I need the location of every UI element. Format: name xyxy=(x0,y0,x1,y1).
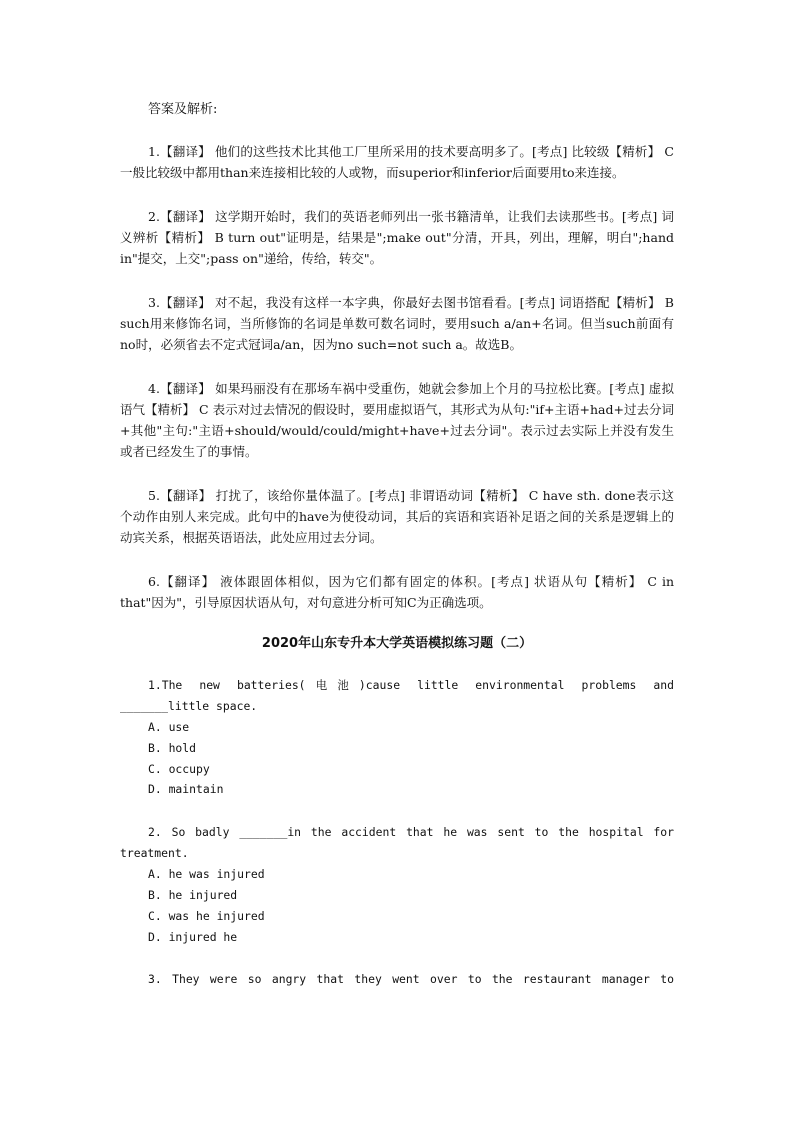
answer-explanation: 6.【翻译】 液体跟固体相似，因为它们都有固定的体积。[考点] 状语从句【精析】 C in that"因为"，引导原因状语从句，对句意进分析可知C为正确选项。 xyxy=(120,574,678,610)
answer-option: A. he was injured xyxy=(148,867,265,882)
answer-explanation: 4.【翻译】 如果玛丽没有在那场车祸中受重伤，她就会参加上个月的马拉松比赛。[考点] 虚拟语气【精析】 C 表示对过去情况的假设时，要用虚拟语气，其形式为从句:"if+主语+had+过去分词+其他"主句:"主语+should/would/could/might+have+过去分词"。表示过去实际上并没有发生或者已经发生了的事情。 xyxy=(120,381,674,459)
answer-explanation: 3.【翻译】 对不起，我没有这样一本字典，你最好去图书馆看看。[考点] 词语搭配【精析】 B such用来修饰名词，当所修饰的名词是单数可数名词时，要用such a/an+名词。但当such前面有no时，必须省去不定式冠词a/an，因为no such=not such a。故选B。 xyxy=(120,295,678,352)
question-stem: 3. They were so angry that they went over to the restaurant manager to xyxy=(148,972,674,987)
question-stem: 1.The new batteries(电池)cause little environmental problems and _______little space. xyxy=(120,678,681,713)
answer-explanation: 5.【翻译】 打扰了，该给你量体温了。[考点] 非谓语动词【精析】 C have sth. done表示这个动作由别人来完成。此句中的have为使役动词，其后的宾语和宾语补足语之间的关系是逻辑上的动宾关系，根据英语语法，此处应用过去分词。 xyxy=(120,488,674,545)
answer-option: D. injured he xyxy=(148,929,238,944)
document-page xyxy=(120,98,681,990)
answer-option: A. use xyxy=(148,720,190,734)
answer-option: C. occupy xyxy=(148,761,210,776)
option-list xyxy=(120,717,674,800)
option-list xyxy=(120,864,674,947)
answers-heading: 答案及解析: xyxy=(148,102,218,117)
section-title: 2020年山东专升本大学英语模拟练习题（二） xyxy=(261,636,533,651)
question-stem: 2. So badly _______in the accident that he was sent to the hospital for treatment. xyxy=(120,825,681,861)
answer-explanation: 2.【翻译】 这学期开始时，我们的英语老师列出一张书籍清单，让我们去读那些书。[考点] 词义辨析【精析】 B turn out"证明是，结果是";make out"分清，开具，列出，理解，明白";hand in"提交，上交";pass on"递给，传给，转交"。 xyxy=(120,209,678,266)
answer-option: B. he injured xyxy=(148,887,238,902)
answer-option: C. was he injured xyxy=(148,908,265,923)
answer-option: B. hold xyxy=(148,740,197,755)
answer-option: D. maintain xyxy=(148,782,224,797)
answer-explanation: 1.【翻译】 他们的这些技术比其他工厂里所采用的技术要高明多了。[考点] 比较级【精析】 C 一般比较级中都用than来连接相比较的人或物，而superior和inferior后面要用to来连接。 xyxy=(120,144,678,180)
